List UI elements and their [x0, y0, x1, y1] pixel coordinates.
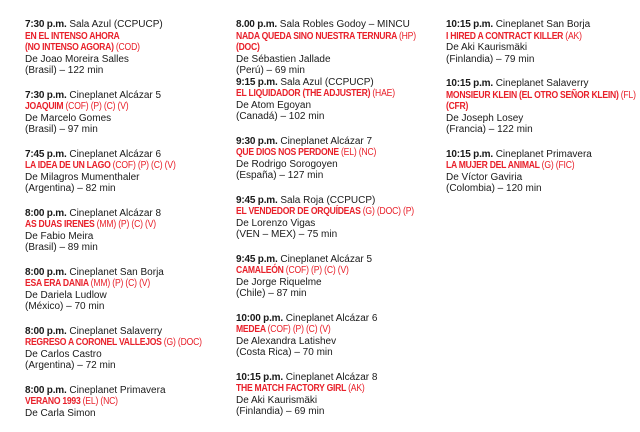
screening-time-venue: [236, 372, 436, 384]
screening-venue: Cineplanet Primavera: [69, 384, 166, 396]
screening-time-venue: [236, 77, 436, 89]
film-title-text: THE MATCH FACTORY GIRL: [236, 383, 346, 394]
film-director: De Carla Simon: [25, 407, 96, 419]
screening-venue: Cineplanet Alcázar 8: [69, 207, 162, 219]
film-section-tags: (G) (DOC) (P): [362, 206, 414, 217]
screening-time: 9:45 p.m.: [236, 194, 278, 206]
screening-time-venue: [236, 254, 436, 266]
screening-time: 8:00 p.m.: [25, 207, 67, 219]
film-title-text: EL VENDEDOR DE ORQUÍDEAS: [236, 206, 361, 217]
film-section-tags: (EL) (NC): [340, 147, 377, 158]
film-director: De Jorge Riquelme: [236, 276, 322, 288]
film-section-tags: (AK): [565, 30, 582, 42]
screening-venue: Cineplanet Alcázar 6: [285, 312, 378, 324]
screening-venue: Cineplanet Alcázar 5: [69, 89, 162, 101]
screening-entry: [446, 149, 636, 195]
film-title: [236, 88, 408, 100]
film-director: De Víctor Gaviria: [446, 171, 523, 183]
screening-time-venue: [25, 267, 225, 279]
film-director: De Milagros Mumenthaler: [25, 171, 140, 183]
schedule-column-1: [25, 19, 225, 432]
screening-entry: [25, 19, 225, 77]
film-section-tags: (HAE): [372, 88, 395, 99]
film-title-text: JOAQUIM: [25, 101, 64, 112]
film-title-text: MONSIEUR KLEIN (EL OTRO SEÑOR KLEIN): [446, 89, 619, 101]
film-title: [236, 147, 408, 159]
screening-time-venue: [446, 78, 636, 90]
film-country-duration: (España) – 127 min: [236, 170, 324, 181]
screening-time: 10:15 p.m.: [446, 148, 493, 160]
film-country-duration: (Brasil) – 97 min: [25, 124, 98, 135]
film-country-duration: (VEN – MEX) – 75 min: [236, 229, 338, 240]
screening-venue: Sala Roja (CCPUCP): [280, 194, 376, 206]
film-section-tags: (COF) (P) (C) (V): [285, 265, 349, 276]
screening-entry: [236, 77, 436, 123]
screening-time-venue: [25, 385, 225, 397]
film-director: De Dariela Ludlow: [25, 289, 107, 301]
film-title: [236, 265, 408, 277]
film-country-duration: (Argentina) – 82 min: [25, 183, 116, 194]
film-title-text: QUE DIOS NOS PERDONE: [236, 147, 339, 158]
film-section-tags: (EL) (NC): [82, 396, 118, 407]
film-title: [236, 324, 408, 336]
film-director: De Joseph Losey: [446, 112, 524, 124]
film-title-text: (DOC): [236, 42, 260, 53]
film-title-text: LA MUJER DEL ANIMAL: [446, 160, 540, 171]
film-section-tags: (COF) (P) (C) (V): [267, 324, 331, 335]
screening-time-venue: [25, 326, 225, 338]
screening-time-venue: [236, 19, 436, 31]
film-section-tags: (AK): [348, 383, 365, 394]
film-director: De Rodrigo Sorogoyen: [236, 158, 338, 170]
screening-venue: Cineplanet Alcázar 7: [280, 135, 373, 147]
film-title-text: ESA ERA DANIA: [25, 278, 89, 289]
screening-time: 7:30 p.m.: [25, 19, 67, 30]
film-title-text: REGRESO A CORONEL VALLEJOS: [25, 337, 162, 348]
film-country-duration: (México) – 70 min: [25, 301, 105, 312]
film-title: [236, 30, 416, 43]
screening-entry: [446, 78, 636, 136]
film-section-tags: (G) (DOC): [163, 337, 202, 348]
film-country-duration: (Chile) – 87 min: [236, 288, 307, 299]
film-country-duration: (Finlandia) – 79 min: [446, 53, 535, 65]
film-title-text: LA IDEA DE UN LAGO: [25, 160, 111, 171]
film-section-tags: (COF) (P) (C) (V): [112, 160, 176, 171]
film-title-text: VERANO 1993: [25, 396, 81, 407]
screening-entry: [236, 195, 436, 241]
screening-entry: [25, 326, 225, 372]
film-director: De Carlos Castro: [25, 348, 102, 360]
screening-time: 9:45 p.m.: [236, 253, 278, 265]
screening-time: 8:00 p.m.: [25, 384, 67, 396]
film-director: De Sébastien Jallade: [236, 53, 331, 65]
film-section-tags: (COF) (P) (C) (V): [65, 101, 129, 112]
film-country-duration: (Colombia) – 120 min: [446, 183, 542, 194]
schedule-column-3: [446, 19, 636, 208]
screening-entry: [236, 254, 436, 300]
screening-venue: Sala Robles Godoy – MINCU: [279, 19, 410, 30]
film-section-tags: (MM) (P) (C) (V): [90, 278, 151, 289]
screening-entry: [25, 90, 225, 136]
screening-time-venue: [446, 149, 636, 161]
screening-venue: Cineplanet Alcázar 6: [69, 148, 162, 160]
film-director: De Joao Moreira Salles: [25, 53, 129, 65]
film-title: [25, 219, 197, 231]
film-director: De Alexandra Latishev: [236, 335, 337, 347]
schedule-column-2: [236, 19, 436, 431]
film-section-tags: (MM) (P) (C) (V): [96, 219, 156, 230]
film-title-text: MEDEA: [236, 324, 266, 335]
screening-time-venue: [25, 19, 225, 31]
screening-time-venue: [236, 136, 436, 148]
screening-time: 10:00 p.m.: [236, 312, 283, 324]
screening-time: 9:15 p.m.: [236, 76, 278, 88]
film-country-duration: (Perú) – 69 min: [236, 65, 305, 76]
film-country-duration: (Canadá) – 102 min: [236, 111, 325, 122]
film-title: [236, 206, 414, 218]
film-title: [25, 101, 197, 113]
film-title-text: CAMALEÓN: [236, 265, 284, 276]
screening-time: 7:45 p.m.: [25, 148, 67, 160]
film-section-tags: (G) (FIC): [541, 160, 575, 171]
film-title-text: (CFR): [446, 101, 469, 112]
film-section-tags: (HP): [398, 30, 416, 42]
screening-time-venue: [446, 19, 636, 31]
film-director: De Aki Kaurismäki: [236, 394, 318, 406]
screening-time-venue: [25, 208, 225, 220]
film-section-tags: (COD): [115, 42, 140, 53]
screening-entry: [236, 19, 436, 77]
film-section-tags: (FL): [620, 89, 636, 101]
film-director: De Atom Egoyan: [236, 99, 312, 111]
screening-time: 10:15 p.m.: [236, 371, 283, 383]
screening-time-venue: [236, 195, 436, 207]
film-title-text: NADA QUEDA SINO NUESTRA TERNURA: [236, 30, 397, 42]
screening-venue: Cineplanet Alcázar 5: [280, 253, 373, 265]
screening-time: 10:15 p.m.: [446, 78, 493, 89]
film-title-text: (NO INTENSO AGORA): [25, 42, 114, 53]
screening-entry: [236, 372, 436, 418]
film-title-text: EN EL INTENSO AHORA: [25, 30, 120, 42]
screening-venue: Cineplanet San Borja: [495, 19, 591, 30]
film-title: [446, 89, 636, 102]
screening-venue: Cineplanet Primavera: [495, 148, 592, 160]
screening-entry: [236, 313, 436, 359]
film-title: [25, 396, 197, 408]
film-director: De Lorenzo Vigas: [236, 217, 316, 229]
film-director: De Fabio Meira: [25, 230, 94, 242]
film-title: [25, 42, 197, 54]
film-title: [25, 31, 197, 43]
screening-time: 8:00 p.m.: [25, 266, 67, 278]
film-title-text: I HIRED A CONTRACT KILLER: [446, 30, 564, 42]
film-country-duration: (Finlandia) – 69 min: [236, 406, 325, 417]
screening-entry: [25, 149, 225, 195]
film-country-duration: (Brasil) – 122 min: [25, 65, 104, 76]
screening-entry: [25, 267, 225, 313]
screening-venue: Sala Azul (CCPUCP): [69, 19, 163, 30]
film-country-duration: (Francia) – 122 min: [446, 124, 533, 135]
film-director: De Aki Kaurismäki: [446, 42, 528, 53]
film-title: [236, 42, 408, 54]
film-country-duration: (Costa Rica) – 70 min: [236, 347, 333, 358]
film-title-text: EL LIQUIDADOR (THE ADJUSTER): [236, 88, 371, 99]
film-title-text: AS DUAS IRENES: [25, 219, 95, 230]
film-title: [25, 278, 197, 290]
film-title: [25, 337, 202, 349]
screening-time-venue: [25, 149, 225, 161]
film-country-duration: (Brasil) – 89 min: [25, 242, 98, 253]
screening-venue: Cineplanet Alcázar 8: [285, 371, 378, 383]
film-title: [446, 31, 609, 43]
screening-venue: Sala Azul (CCPUCP): [280, 76, 374, 88]
screening-entry: [25, 208, 225, 254]
screening-time: 9:30 p.m.: [236, 135, 278, 147]
film-director: De Marcelo Gomes: [25, 112, 112, 124]
screening-entry: [236, 136, 436, 182]
film-title: [446, 101, 609, 113]
screening-time-venue: [25, 90, 225, 102]
film-title: [446, 160, 609, 172]
screening-time: 8.00 p.m.: [236, 19, 277, 30]
screening-time: 10:15 p.m.: [446, 19, 493, 30]
screening-venue: Cineplanet San Borja: [69, 266, 164, 278]
screening-time: 8:00 p.m.: [25, 325, 67, 337]
screening-entry: [446, 19, 636, 65]
film-title: [236, 383, 408, 395]
film-country-duration: (Argentina) – 72 min: [25, 360, 116, 371]
screening-time: 7:30 p.m.: [25, 89, 67, 101]
film-title: [25, 160, 197, 172]
screening-venue: Cineplanet Salaverry: [495, 78, 589, 89]
screening-venue: Cineplanet Salaverry: [69, 325, 163, 337]
screening-time-venue: [236, 313, 436, 325]
